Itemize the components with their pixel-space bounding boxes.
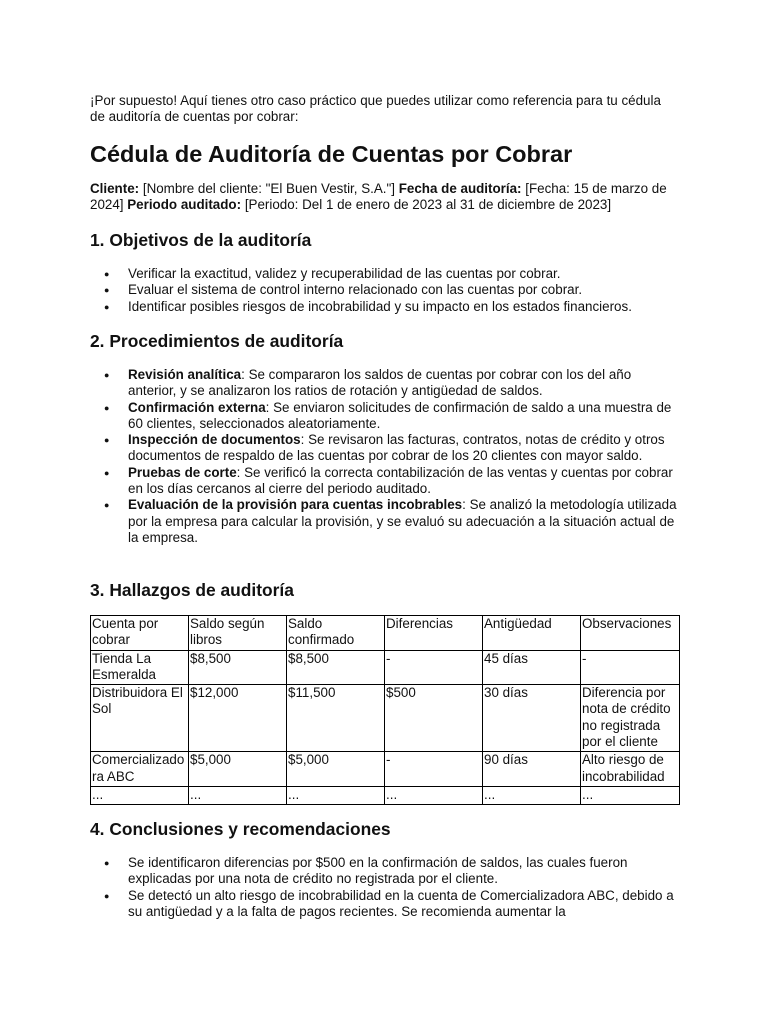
table-cell: Diferencia por nota de crédito no registrada por el cliente xyxy=(581,685,680,752)
list-item: ● Evaluar el sistema de control interno relacionado con las cuentas por cobrar. xyxy=(90,282,680,298)
table-cell: $8,500 xyxy=(287,650,385,685)
list-item: ● Se identificaron diferencias por $500 en la confirmación de saldos, las cuales fueron explicadas por una nota de crédito no registrada por el cliente. xyxy=(90,855,680,888)
list-item xyxy=(90,367,680,400)
table-cell: - xyxy=(581,650,680,685)
procedure-term: Revisión analítica xyxy=(128,367,242,382)
list-item xyxy=(90,497,680,546)
client-label: Cliente: xyxy=(90,181,140,196)
table-cell: $500 xyxy=(385,685,483,752)
date-label: Fecha de auditoría: xyxy=(398,181,522,196)
procedure-text: : Se revisaron las facturas, contratos, notas de crédito y otros documentos de respaldo de las cuentas por cobrar de los 20 clientes con mayor saldo. xyxy=(128,432,665,464)
procedure-text: : Se verificó la correcta contabilización de las ventas y cuentas por cobrar en los días cercanos al cierre del periodo auditado. xyxy=(128,464,673,497)
period-label: Periodo auditado: xyxy=(127,197,242,213)
table-cell: 45 días xyxy=(483,650,581,685)
audit-meta xyxy=(90,181,680,214)
procedure-term: Inspección de documentos xyxy=(128,432,301,448)
findings-table xyxy=(90,615,680,805)
period-value: [Periodo: Del 1 de enero de 2023 al 31 de diciembre de 2023] xyxy=(244,197,612,213)
procedure-term: Confirmación externa xyxy=(128,399,266,415)
list-item: ● Verificar la exactitud, validez y recuperabilidad de las cuentas por cobrar. xyxy=(90,266,680,282)
table-row xyxy=(91,685,680,752)
document-title: Cédula de Auditoría de Cuentas por Cobrar xyxy=(90,141,573,167)
table-row xyxy=(91,650,680,685)
date-value: [Fecha: 15 de marzo de 2024] xyxy=(90,181,667,213)
procedure-term: Pruebas de corte xyxy=(128,464,237,480)
objectives-heading: 1. Objetivos de la auditoría xyxy=(90,230,312,250)
procedures-list xyxy=(90,367,680,546)
table-cell: ... xyxy=(91,786,189,804)
table-cell: Comercializadora ABC xyxy=(91,752,189,787)
table-row xyxy=(91,786,680,804)
table-cell: - xyxy=(385,752,483,787)
table-header-cell: Antigüedad xyxy=(483,616,581,651)
objectives-list xyxy=(90,266,680,315)
table-header-cell: Observaciones xyxy=(581,616,680,651)
table-cell: Alto riesgo de incobrabilidad xyxy=(581,752,680,787)
table-header-cell: Saldo confirmado xyxy=(287,616,385,651)
table-row xyxy=(91,752,680,787)
list-item: ● Se detectó un alto riesgo de incobrabilidad en la cuenta de Comercializadora ABC, debido a su antigüedad y a la falta de pagos recientes. Se recomienda aumentar la xyxy=(90,888,680,921)
procedure-text: : Se analizó la metodología utilizada por la empresa para calcular la provisión, y se evaluó su adecuación a la situación actual de la empresa. xyxy=(128,497,677,545)
procedures-heading: 2. Procedimientos de auditoría xyxy=(90,331,344,351)
table-cell: Distribuidora El Sol xyxy=(91,685,189,752)
table-header-row xyxy=(91,616,680,651)
table-cell: ... xyxy=(581,786,680,804)
table-cell: $12,000 xyxy=(189,685,287,752)
table-cell: 30 días xyxy=(483,685,581,752)
procedure-text: : Se compararon los saldos de cuentas por cobrar con los del año anterior, y se analizaron los ratios de rotación y antigüedad de saldos. xyxy=(128,367,632,399)
table-cell: $5,000 xyxy=(189,752,287,787)
table-cell: $5,000 xyxy=(287,752,385,787)
findings-heading: 3. Hallazgos de auditoría xyxy=(90,580,294,600)
table-cell: 90 días xyxy=(483,752,581,787)
table-cell: ... xyxy=(483,786,581,804)
table-cell: Tienda La Esmeralda xyxy=(91,650,189,685)
list-item: ● Identificar posibles riesgos de incobrabilidad y su impacto en los estados financieros. xyxy=(90,299,680,315)
conclusions-list xyxy=(90,855,680,920)
client-value: [Nombre del cliente: "El Buen Vestir, S.A."] xyxy=(142,181,395,196)
intro-paragraph: ¡Por supuesto! Aquí tienes otro caso práctico que puedes utilizar como referencia para tu cédula de auditoría de cuentas por cobrar: xyxy=(90,93,661,125)
table-cell: ... xyxy=(287,786,385,804)
table-header-cell: Diferencias xyxy=(385,616,483,651)
table-cell: ... xyxy=(189,786,287,804)
procedure-term: Evaluación de la provisión para cuentas incobrables xyxy=(128,497,463,513)
table-cell: ... xyxy=(385,786,483,804)
table-header-cell: Cuenta por cobrar xyxy=(91,616,189,651)
procedure-text: : Se enviaron solicitudes de confirmación de saldo a una muestra de 60 clientes, seleccionados aleatoriamente. xyxy=(128,399,672,431)
table-cell: $8,500 xyxy=(189,650,287,685)
list-item xyxy=(90,465,680,498)
list-item xyxy=(90,432,680,465)
table-header-cell: Saldo según libros xyxy=(189,616,287,651)
conclusions-heading: 4. Conclusiones y recomendaciones xyxy=(90,819,391,839)
table-cell: - xyxy=(385,650,483,685)
table-cell: $11,500 xyxy=(287,685,385,752)
list-item xyxy=(90,400,680,433)
